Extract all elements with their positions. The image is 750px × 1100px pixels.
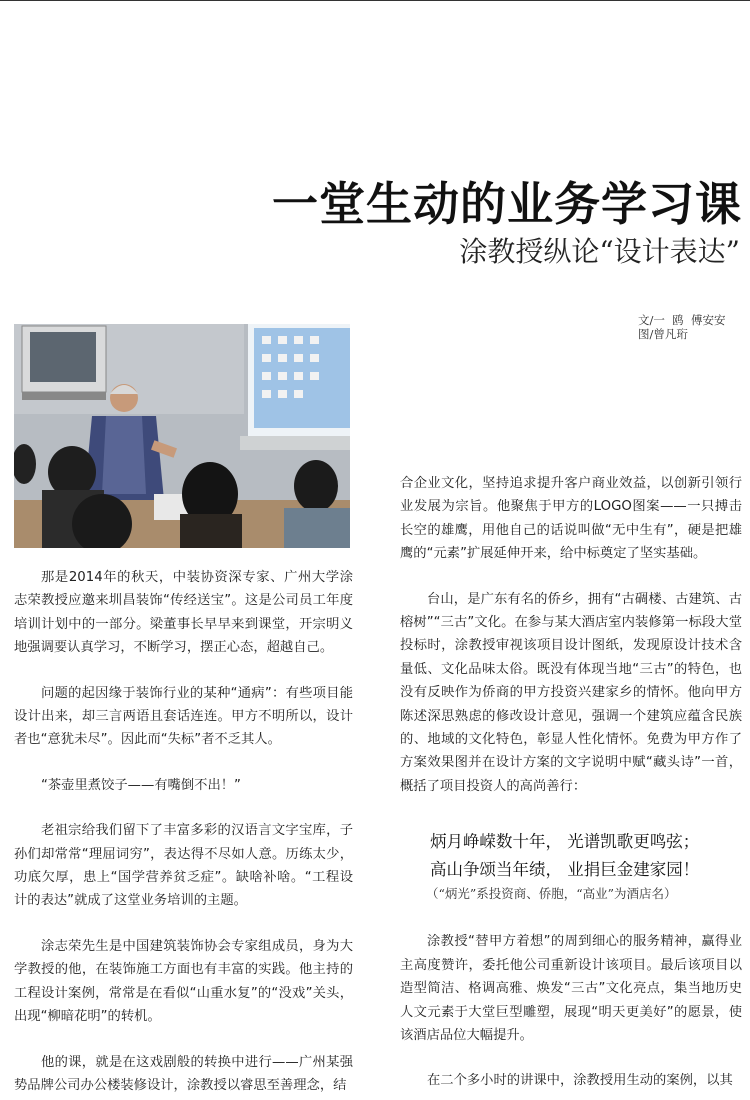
paragraph: 问题的起因缘于装饰行业的某种“通病”：有些项目能设计出来，却三言两语且套话连连。甲方不明所以，设计者也“意犹未尽”。因此而“失标”者不乏其人。 (14, 685, 353, 748)
acrostic-poem (400, 828, 742, 904)
right-column (400, 472, 742, 1093)
byline (638, 313, 726, 341)
paragraph: 那是2014年的秋天，中装协资深专家、广州大学涂志荣教授应邀来圳昌装饰“传经送宝”。这是公司员工年度培训计划中的一部分。梁董事长早早来到课堂，开宗明义地强调要认真学习，不断学习，摆正心态，超越自己。 (14, 570, 353, 656)
byline-author: 文/一 鸥 傅安安 (638, 313, 726, 327)
byline-photographer: 图/曾凡珩 (638, 327, 688, 341)
left-column (14, 566, 353, 1097)
classroom-photo-illustration (14, 324, 350, 548)
quote-paragraph: “茶壶里煮饺子——有嘴倒不出！” (41, 777, 241, 793)
paragraph: 在二个多小时的讲课中，涂教授用生动的案例，以其 (427, 1073, 733, 1089)
paragraph: 他的课，就是在这戏剧般的转换中进行——广州某强势品牌公司办公楼装修设计，涂教授以睿思至善理念，结 (14, 1054, 353, 1093)
poem-line: 炳月峥嵘数十年， 光谱凯歌更鸣弦； (430, 832, 700, 852)
paragraph: 老祖宗给我们留下了丰富多彩的汉语言文字宝库，子孙们却常常“理屈词穷”，表达得不尽如人意。历练太少，功底欠厚，患上“国学营养贫乏症”。缺啥补啥。“工程设计的表达”就成了这堂业务培训的主题。 (14, 823, 353, 909)
article-title: 一堂生动的业务学习课 (272, 177, 742, 231)
poem-line: 高山争颂当年绩， 业捐巨金建家园！ (430, 860, 700, 880)
classroom-photo (14, 324, 350, 548)
paragraph: 合企业文化，坚持追求提升客户商业效益，以创新引领行业发展为宗旨。他聚焦于甲方的LOGO图案——一只搏击长空的雄鹰，用他自己的话说叫做“无中生有”，硬是把雄鹰的“元素”扩展延伸开来，给中标奠定了坚实基础。 (400, 476, 742, 562)
poem-note: （“炳光”系投资商、侨胞，“高业”为酒店名） (426, 886, 677, 902)
paragraph: 涂教授“替甲方着想”的周到细心的服务精神，赢得业主高度赞许，委托他公司重新设计该项目。最后该项目以造型简洁、格调高雅、焕发“三古”文化亮点，集当地历史人文元素于大堂巨型雕塑，展现“明天更美好”的愿景，使该酒店品位大幅提升。 (400, 934, 742, 1043)
paragraph: 台山，是广东有名的侨乡，拥有“古碉楼、古建筑、古榕树”“三古”文化。在参与某大酒店室内装修第一标段大堂投标时，涂教授审视该项目设计图纸，发现原设计技术含量低、文化品味太俗。既没有体现当地“三古”的特色，也没有反映作为侨商的甲方投资兴建家乡的情怀。他向甲方陈述深思熟虑的修改设计意见，强调一个建筑应蕴含民族的、地域的文化特色，彰显人性化情怀。免费为甲方作了方案效果图并在设计方案的文字说明中赋“藏头诗”一首，概括了项目投资人的高尚善行： (400, 591, 742, 794)
top-border-line (0, 0, 750, 1)
paragraph: 涂志荣先生是中国建筑装饰协会专家组成员，身为大学教授的他，在装饰施工方面也有丰富的实践。他主持的工程设计案例，常常是在看似“山重水复”的“没戏”关头，出现“柳暗花明”的转机。 (14, 938, 353, 1025)
article-subtitle: 涂教授纵论“设计表达” (459, 235, 740, 268)
